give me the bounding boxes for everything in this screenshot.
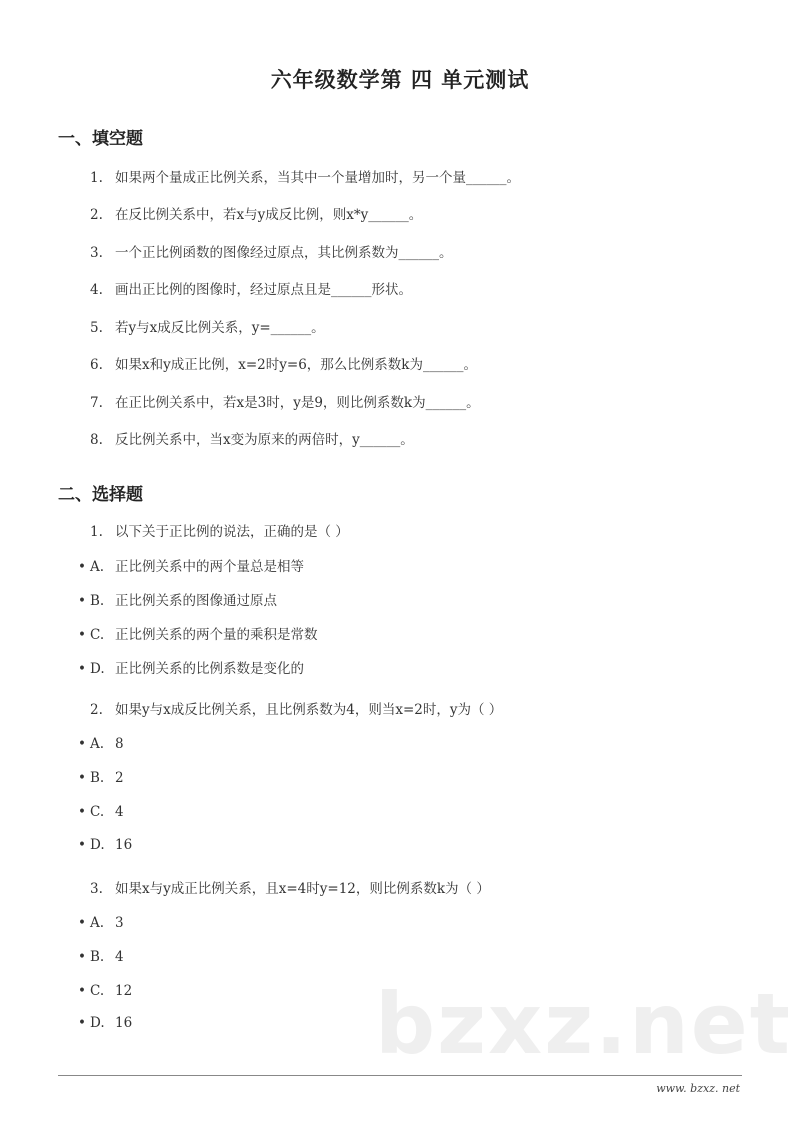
question-text: 一个正比例函数的图像经过原点，其比例系数为______。 [115,245,453,261]
bullet-icon: • [78,983,86,999]
bullet-icon: • [78,1015,86,1031]
choice-option [78,1015,132,1031]
question-number: 2. [90,702,103,718]
fill-in-question [90,278,412,298]
choice-option [78,555,304,575]
choice-option [78,983,132,999]
choice-option [78,736,124,752]
option-text: 4 [115,949,124,965]
question-number: 5. [90,320,103,336]
option-text: 正比例关系的两个量的乘积是常数 [115,627,318,643]
option-text: 正比例关系的比例系数是变化的 [115,661,304,677]
choice-question [90,698,502,718]
footer-divider [58,1075,742,1076]
question-text: 在正比例关系中，若x是3时，y是9，则比例系数k为______。 [115,395,480,411]
option-letter: A. [90,559,105,575]
fill-in-question [90,241,453,261]
option-letter: A. [90,736,105,752]
choice-option [78,949,124,965]
question-number: 1. [90,170,103,186]
page-title: 六年级数学第 四 单元测试 [270,68,530,92]
bullet-icon: • [78,915,86,931]
bullet-icon: • [78,804,86,820]
option-letter: C. [90,627,105,643]
option-letter: C. [90,983,105,999]
question-text: 如果x与y成正比例关系，且x=4时y=12，则比例系数k为（ ） [115,881,490,897]
fill-in-question [90,316,325,336]
option-letter: B. [90,949,105,965]
choice-option [78,770,124,786]
option-letter: D. [90,1015,105,1031]
choice-option [78,915,124,931]
bullet-icon: • [78,627,86,643]
question-number: 2. [90,207,103,223]
question-number: 3. [90,245,103,261]
choice-question [90,520,349,540]
bullet-icon: • [78,559,86,575]
option-text: 8 [115,736,124,752]
bullet-icon: • [78,661,86,677]
question-text: 如果两个量成正比例关系，当其中一个量增加时，另一个量______。 [115,170,520,186]
bullet-icon: • [78,949,86,965]
question-text: 若y与x成反比例关系，y=______。 [115,320,325,336]
bullet-icon: • [78,837,86,853]
watermark: bzxz.net [375,975,792,1073]
question-text: 以下关于正比例的说法，正确的是（ ） [115,524,349,540]
question-text: 在反比例关系中，若x与y成反比例，则x*y______。 [115,207,423,223]
section-heading-multiple-choice: 二、选择题 [58,485,143,505]
option-letter: C. [90,804,105,820]
option-text: 正比例关系中的两个量总是相等 [115,559,304,575]
option-text: 16 [115,1015,133,1031]
choice-option [78,837,132,853]
bullet-icon: • [78,593,86,609]
fill-in-question [90,166,520,186]
question-number: 7. [90,395,103,411]
fill-in-question [90,391,480,411]
fill-in-question [90,353,477,373]
option-text: 12 [115,983,133,999]
question-number: 1. [90,524,103,540]
option-letter: D. [90,661,105,677]
option-letter: B. [90,770,105,786]
section-heading-fill-in: 一、填空题 [58,129,143,149]
choice-option [78,623,318,643]
option-letter: B. [90,593,105,609]
choice-question [90,877,490,897]
fill-in-question [90,203,422,223]
choice-option [78,657,304,677]
fill-in-question [90,428,414,448]
bullet-icon: • [78,736,86,752]
choice-option [78,589,277,609]
question-text: 如果x和y成正比例，x=2时y=6，那么比例系数k为______。 [115,357,477,373]
question-text: 画出正比例的图像时，经过原点且是______形状。 [115,282,412,298]
option-text: 正比例关系的图像通过原点 [115,593,277,609]
question-number: 3. [90,881,103,897]
choice-option [78,804,124,820]
question-number: 8. [90,432,103,448]
option-text: 3 [115,915,124,931]
bullet-icon: • [78,770,86,786]
option-text: 2 [115,770,124,786]
option-text: 4 [115,804,124,820]
option-text: 16 [115,837,133,853]
question-text: 如果y与x成反比例关系，且比例系数为4，则当x=2时，y为（ ） [115,702,503,718]
option-letter: A. [90,915,105,931]
question-text: 反比例关系中，当x变为原来的两倍时，y______。 [115,432,414,448]
footer-url: www. bzxz. net [656,1082,740,1095]
option-letter: D. [90,837,105,853]
question-number: 6. [90,357,103,373]
question-number: 4. [90,282,103,298]
